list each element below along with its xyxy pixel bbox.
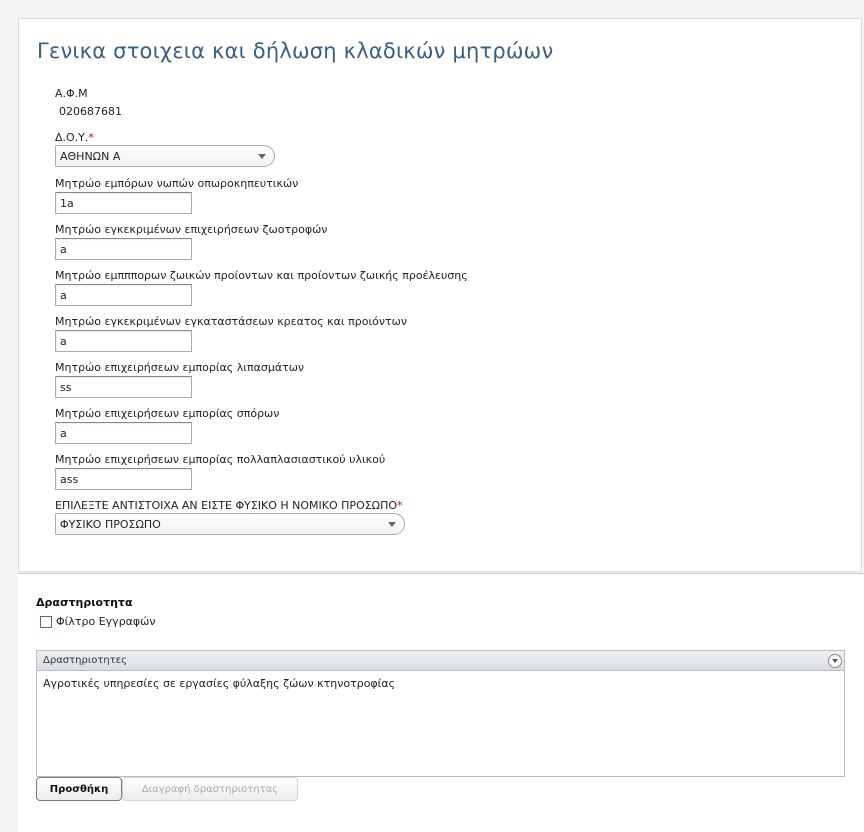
activities-grid-title: Δραστηριοτητες xyxy=(43,655,127,666)
page-title: Γενικα στοιχεια και δήλωση κλαδικών μητρώων xyxy=(37,39,554,63)
activity-panel xyxy=(18,573,864,832)
activity-section-title: Δραστηριοτητα xyxy=(36,596,133,609)
field-input-animal-products[interactable] xyxy=(55,284,192,306)
record-filter[interactable] xyxy=(40,615,156,628)
field-label-animal-products: Μητρώο εμπππορων ζωικών προίοντων και προίοντων ζωικής προέλευσης xyxy=(55,269,468,282)
field-label-fertilizers: Μητρώο επιχειρήσεων εμπορίας λιπασμάτων xyxy=(55,361,305,374)
record-filter-label: Φίλτρο Εγγραφών xyxy=(56,615,156,628)
required-mark: * xyxy=(397,499,403,512)
person-type-selected-value: ΦΥΣΙΚΟ ΠΡΟΣΩΠΟ xyxy=(60,518,161,531)
field-label-feed: Μητρώο εγκεκριμένων επιχειρήσεων ζωοτροφών xyxy=(55,223,328,236)
field-label-vegetables: Μητρώο εμπόρων νωπών οπωροκηπευτικών xyxy=(55,177,299,190)
add-activity-button[interactable]: Προσθήκη xyxy=(36,777,122,801)
field-input-fertilizers[interactable] xyxy=(55,376,192,398)
chevron-down-icon xyxy=(388,522,396,527)
doy-label-text: Δ.Ο.Υ. xyxy=(55,131,89,144)
field-input-vegetables[interactable] xyxy=(55,192,192,214)
person-type-label xyxy=(55,499,403,512)
afm-value: 020687681 xyxy=(59,105,122,118)
afm-label: Α.Φ.Μ xyxy=(55,87,88,100)
general-info-panel xyxy=(18,18,862,572)
required-mark: * xyxy=(88,131,94,144)
doy-selected-value: ΑΘΗΝΩΝ Α xyxy=(60,150,121,163)
doy-select[interactable] xyxy=(55,145,275,167)
chevron-down-icon xyxy=(258,154,266,159)
activities-grid-header xyxy=(37,651,844,671)
field-input-meat[interactable] xyxy=(55,330,192,352)
collapse-icon[interactable] xyxy=(828,654,842,668)
field-input-seeds[interactable] xyxy=(55,422,192,444)
field-label-seeds: Μητρώο επιχειρήσεων εμπορίας σπόρων xyxy=(55,407,280,420)
person-type-select[interactable] xyxy=(55,513,405,535)
field-input-propagation[interactable] xyxy=(55,468,192,490)
person-type-label-text: ΕΠΙΛΕΞΤΕ ΑΝΤΙΣΤΟΙΧΑ ΑΝ ΕΙΣΤΕ ΦΥΣΙΚΟ Η ΝΟΜΙΚΟ ΠΡΟΣΩΠΟ xyxy=(55,499,398,512)
activities-grid xyxy=(36,650,845,777)
field-label-meat: Μητρώο εγκεκριμένων εγκαταστάσεων κρεατος και προιόντων xyxy=(55,315,408,328)
list-item[interactable]: Αγροτικές υπηρεσίες σε εργασίες φύλαξης ζώων κτηνοτροφίας xyxy=(43,677,396,690)
doy-label xyxy=(55,131,94,144)
field-input-feed[interactable] xyxy=(55,238,192,260)
delete-activity-button[interactable]: Διαγραφή δραστηριοτητας xyxy=(122,777,298,801)
field-label-propagation: Μητρώο επιχειρήσεων εμπορίας πολλαπλασιαστικού υλικού xyxy=(55,453,386,466)
record-filter-checkbox[interactable] xyxy=(40,616,52,628)
